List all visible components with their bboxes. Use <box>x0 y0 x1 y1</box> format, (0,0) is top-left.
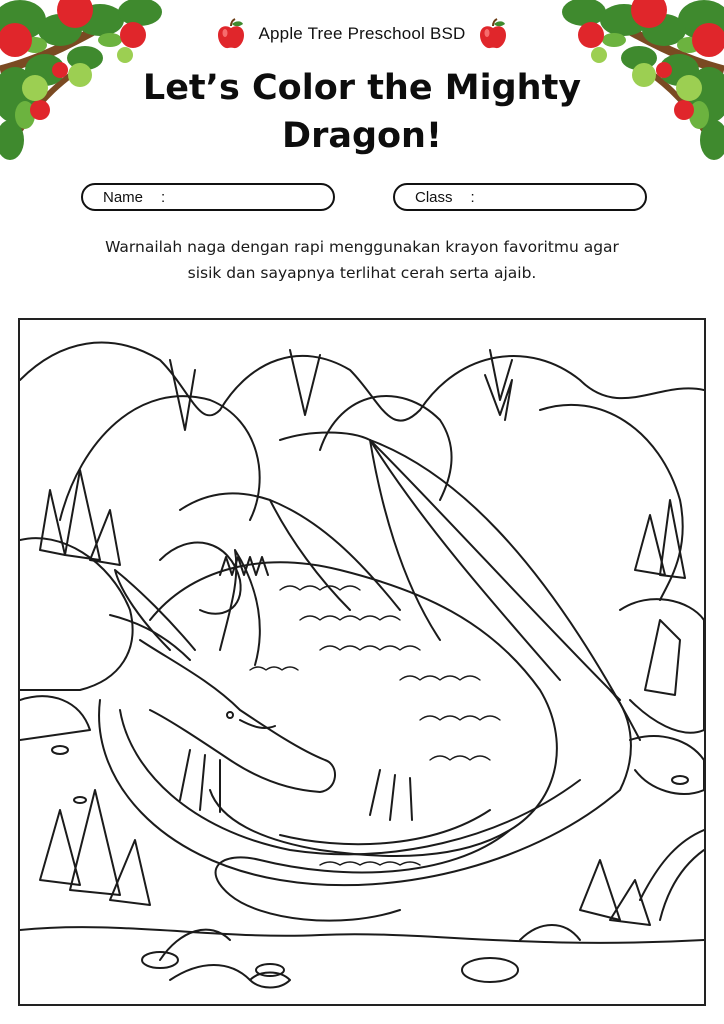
name-separator: : <box>161 188 166 206</box>
class-separator: : <box>470 188 475 206</box>
school-name: Apple Tree Preschool BSD <box>258 24 466 43</box>
instruction-line-2: sisik dan sayapnya terlihat cerah serta ajaib. <box>187 264 537 282</box>
dragon-illustration <box>20 320 704 1004</box>
title-line-2: Dragon! <box>282 116 442 156</box>
instruction-text <box>62 234 662 286</box>
apple-icon <box>216 18 246 50</box>
title-line-1: Let’s Color the Mighty <box>142 68 582 108</box>
coloring-illustration-frame <box>18 318 706 1006</box>
school-header <box>0 14 724 54</box>
class-label: Class <box>415 188 453 206</box>
page-title <box>120 64 604 160</box>
apple-icon <box>478 18 508 50</box>
name-field[interactable] <box>81 183 335 211</box>
name-label: Name <box>103 188 144 206</box>
class-field[interactable] <box>393 183 647 211</box>
instruction-line-1: Warnailah naga dengan rapi menggunakan krayon favoritmu agar <box>105 238 619 256</box>
